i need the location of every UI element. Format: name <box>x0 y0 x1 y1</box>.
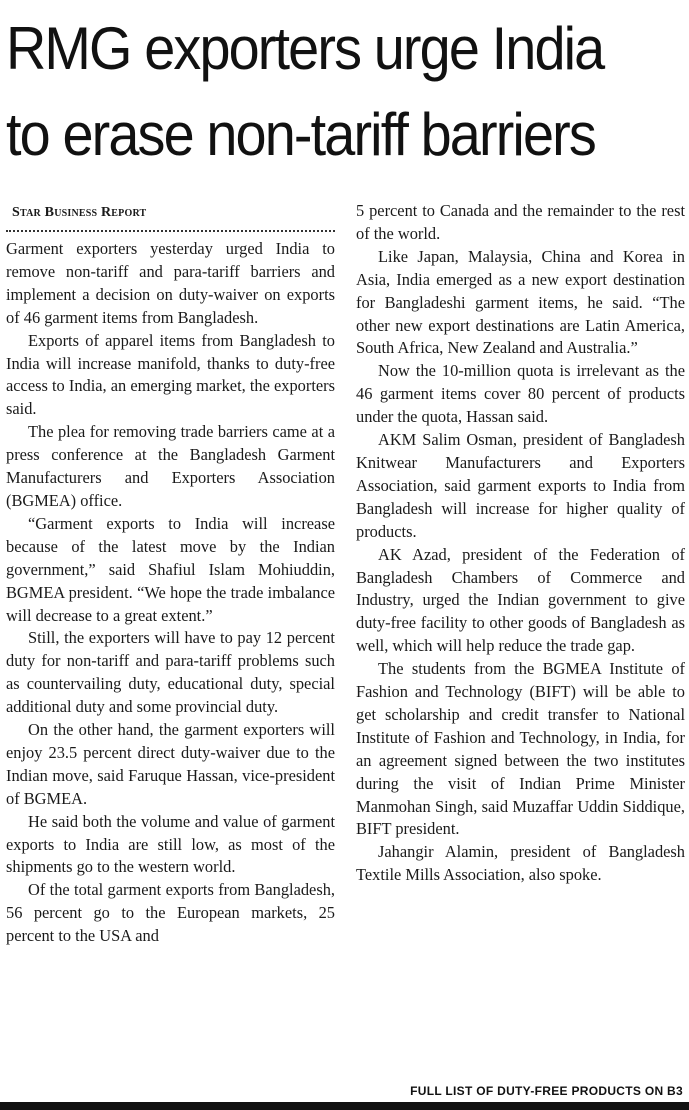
article-column-left <box>6 200 335 948</box>
paragraph: Of the total garment exports from Bangladesh, 56 percent go to the European markets, 25 percent to the USA and <box>6 880 335 946</box>
paragraph: Garment exporters yesterday urged India to remove non-tariff and para-tariff barriers and implement a decision on duty-waiver on exports of 46 garment items from Bangladesh. <box>6 239 335 327</box>
article-column-right <box>356 200 685 887</box>
headline-line-2: to erase non-tariff barriers <box>6 101 595 168</box>
byline-divider <box>6 224 335 232</box>
byline: Star Business Report <box>12 205 147 220</box>
paragraph: Jahangir Alamin, president of Bangladesh Textile Mills Association, also spoke. <box>356 842 685 885</box>
paragraph: He said both the volume and value of garment exports to India are still low, as most of the shipments go to the western world. <box>6 811 335 877</box>
paragraph: The students from the BGMEA Institute of Fashion and Technology (BIFT) will be able to get scholarship and credit transfer to National Institute of Fashion and Technology, in India, for an agreement signed between the two institutes during the visit of Indian Prime Minister Manmohan Singh, said Muzaffar Uddin Siddique, BIFT president. <box>356 659 685 839</box>
paragraph: Like Japan, Malaysia, China and Korea in Asia, India emerged as a new export destination for Bangladeshi garment items, he said. “The other new export destinations are Latin America, South Africa, New Zealand and Australia.” <box>356 246 685 358</box>
bottom-rule <box>0 1102 689 1110</box>
paragraph: “Garment exports to India will increase because of the latest move by the Indian government,” said Shafiul Islam Mohiuddin, BGMEA president. “We hope the trade imbalance will decrease to a great extent.” <box>6 513 335 625</box>
paragraph: Still, the exporters will have to pay 12 percent duty for non-tariff and para-tariff problems such as countervailing duty, educational duty, special additional duty and some provincial duty. <box>6 628 335 717</box>
paragraph: 5 percent to Canada and the remainder to the rest of the world. <box>356 201 685 243</box>
jump-line: FULL LIST OF DUTY-FREE PRODUCTS ON B3 <box>410 1084 683 1098</box>
headline <box>6 6 638 178</box>
headline-line-1: RMG exporters urge India <box>6 15 604 82</box>
paragraph: On the other hand, the garment exporters will enjoy 23.5 percent direct duty-waiver due to the Indian move, said Faruque Hassan, vice-president of BGMEA. <box>6 720 335 808</box>
paragraph: Exports of apparel items from Bangladesh to India will increase manifold, thanks to duty-free access to India, an emerging market, the exporters said. <box>6 330 335 419</box>
paragraph: AKM Salim Osman, president of Bangladesh Knitwear Manufacturers and Exporters Association, said garment exports to India from Bangladesh will increase for higher quality of products. <box>356 430 685 541</box>
paragraph: AK Azad, president of the Federation of Bangladesh Chambers of Commerce and Industry, urged the Indian government to give duty-free facility to other goods of Bangladesh as well, which will help reduce the trade gap. <box>356 544 685 656</box>
paragraph: The plea for removing trade barriers came at a press conference at the Bangladesh Garment Manufacturers and Exporters Association (BGMEA) office. <box>6 422 335 510</box>
paragraph: Now the 10-million quota is irrelevant as the 46 garment items cover 80 percent of products under the quota, Hassan said. <box>356 361 685 427</box>
